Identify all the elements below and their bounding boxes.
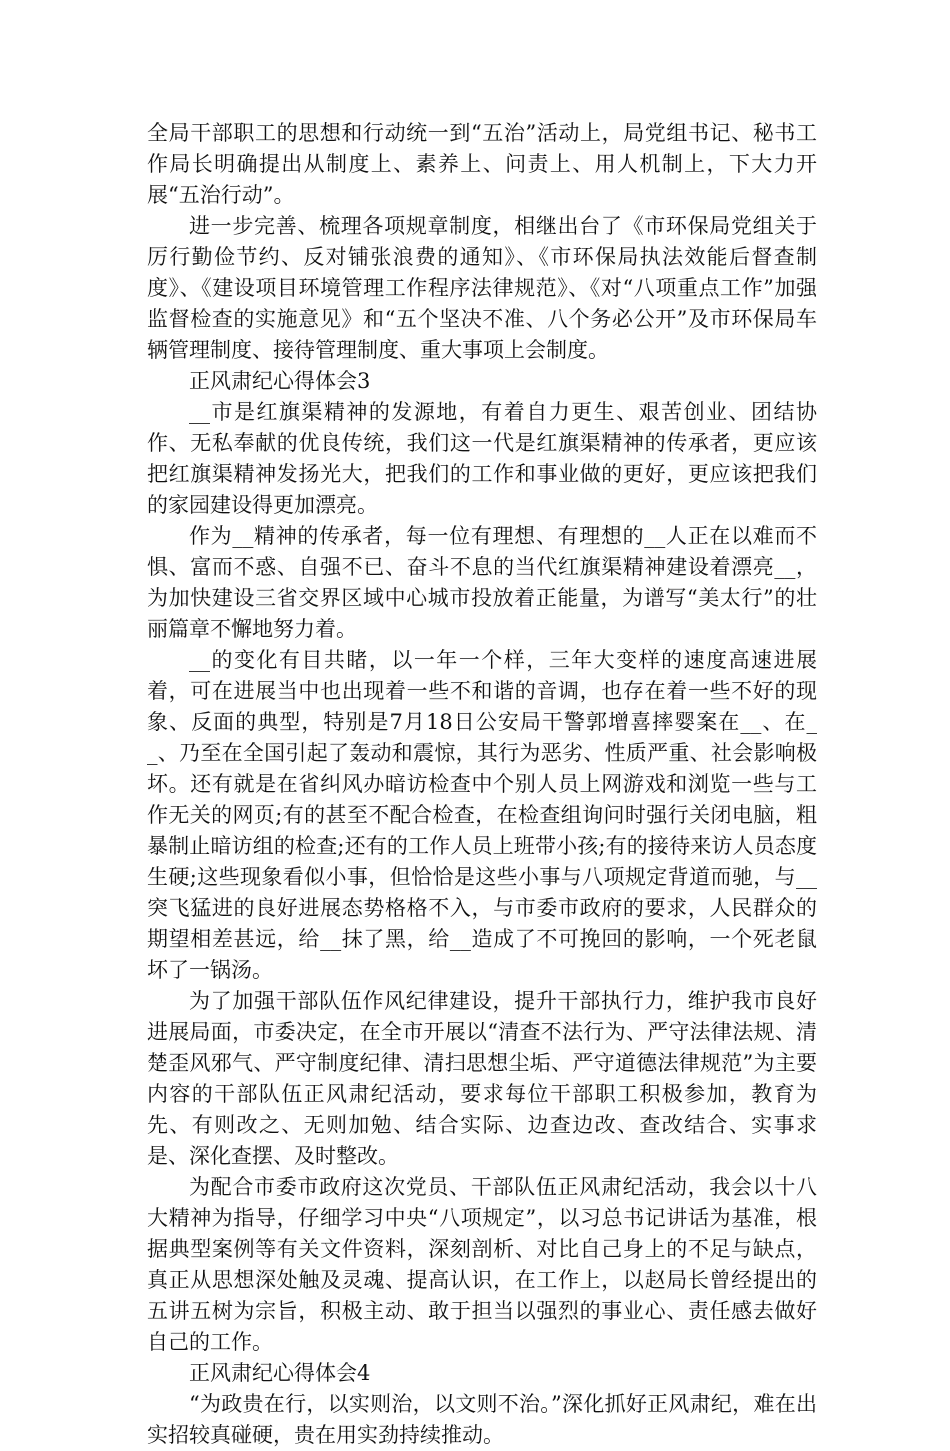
paragraph: “为政贵在行，以实则治，以文则不治。”深化抓好正风肃纪，难在出实招较真碰硬，贵在用实劲持续推动。 <box>147 1392 817 1447</box>
paragraph: 为配合市委市政府这次党员、干部队伍正风肃纪活动，我会以十八大精神为指导，仔细学习中央“八项规定”，以习总书记讲话为基准，根据典型案例等有关文件资料，深刻剖析、对比自己身上的不足与缺点，真正从思想深处触及灵魂、提高认识，在工作上，以赵局长曾经提出的五讲五树为宗旨，积极主动、敢于担当以强烈的事业心、责任感去做好自己的工作。 <box>147 1175 817 1354</box>
section-heading: 正风肃纪心得体会3 <box>189 369 371 393</box>
paragraph: 全局干部职工的思想和行动统一到“五治”活动上，局党组书记、秘书工作局长明确提出从制度上、素养上、问责上、用人机制上，下大力开展“五治行动”。 <box>147 121 817 207</box>
paragraph: __的变化有目共睹，以一年一个样，三年大变样的速度高速进展着，可在进展当中也出现着一些不和谐的音调，也存在着一些不好的现象、反面的典型，特别是7月18日公安局干警郭增喜摔婴案在__、在__、乃至在全国引起了轰动和震惊，其行为恶劣、性质严重、社会影响极坏。还有就是在省纠风办暗访检查中个别人员上网游戏和浏览一些与工作无关的网页;有的甚至不配合检查，在检查组询问时强行关闭电脑，粗暴制止暗访组的检查;还有的工作人员上班带小孩;有的接待来访人员态度生硬;这些现象看似小事，但恰恰是这些小事与八项规定背道而驰，与__突飞猛进的良好进展态势格格不入，与市委市政府的要求，人民群众的期望相差甚远，给__抹了黑，给__造成了不可挽回的影响，一个死老鼠坏了一锅汤。 <box>147 648 817 982</box>
document-body <box>147 118 817 1451</box>
section-heading: 正风肃纪心得体会4 <box>189 1361 371 1385</box>
paragraph: 为了加强干部队伍作风纪律建设，提升干部执行力，维护我市良好进展局面，市委决定，在全市开展以“清查不法行为、严守法律法规、清楚歪风邪气、严守制度纪律、清扫思想尘垢、严守道德法律规范”为主要内容的干部队伍正风肃纪活动，要求每位干部职工积极参加，教育为先、有则改之、无则加勉、结合实际、边查边改、查改结合、实事求是、深化查摆、及时整改。 <box>147 989 817 1168</box>
paragraph: 作为__精神的传承者，每一位有理想、有理想的__人正在以难而不惧、富而不惑、自强不已、奋斗不息的当代红旗渠精神建设着漂亮__，为加快建设三省交界区域中心城市投放着正能量，为谱写“美太行”的壮丽篇章不懈地努力着。 <box>147 524 817 641</box>
paragraph: __市是红旗渠精神的发源地，有着自力更生、艰苦创业、团结协作、无私奉献的优良传统，我们这一代是红旗渠精神的传承者，更应该把红旗渠精神发扬光大，把我们的工作和事业做的更好，更应该把我们的家园建设得更加漂亮。 <box>147 400 817 517</box>
paragraph: 进一步完善、梳理各项规章制度，相继出台了《市环保局党组关于厉行勤俭节约、反对铺张浪费的通知》、《市环保局执法效能后督查制度》、《建设项目环境管理工作程序法律规范》、《对“八项重点工作”加强监督检查的实施意见》和“五个坚决不准、八个务必公开”及市环保局车辆管理制度、接待管理制度、重大事项上会制度。 <box>147 214 817 362</box>
